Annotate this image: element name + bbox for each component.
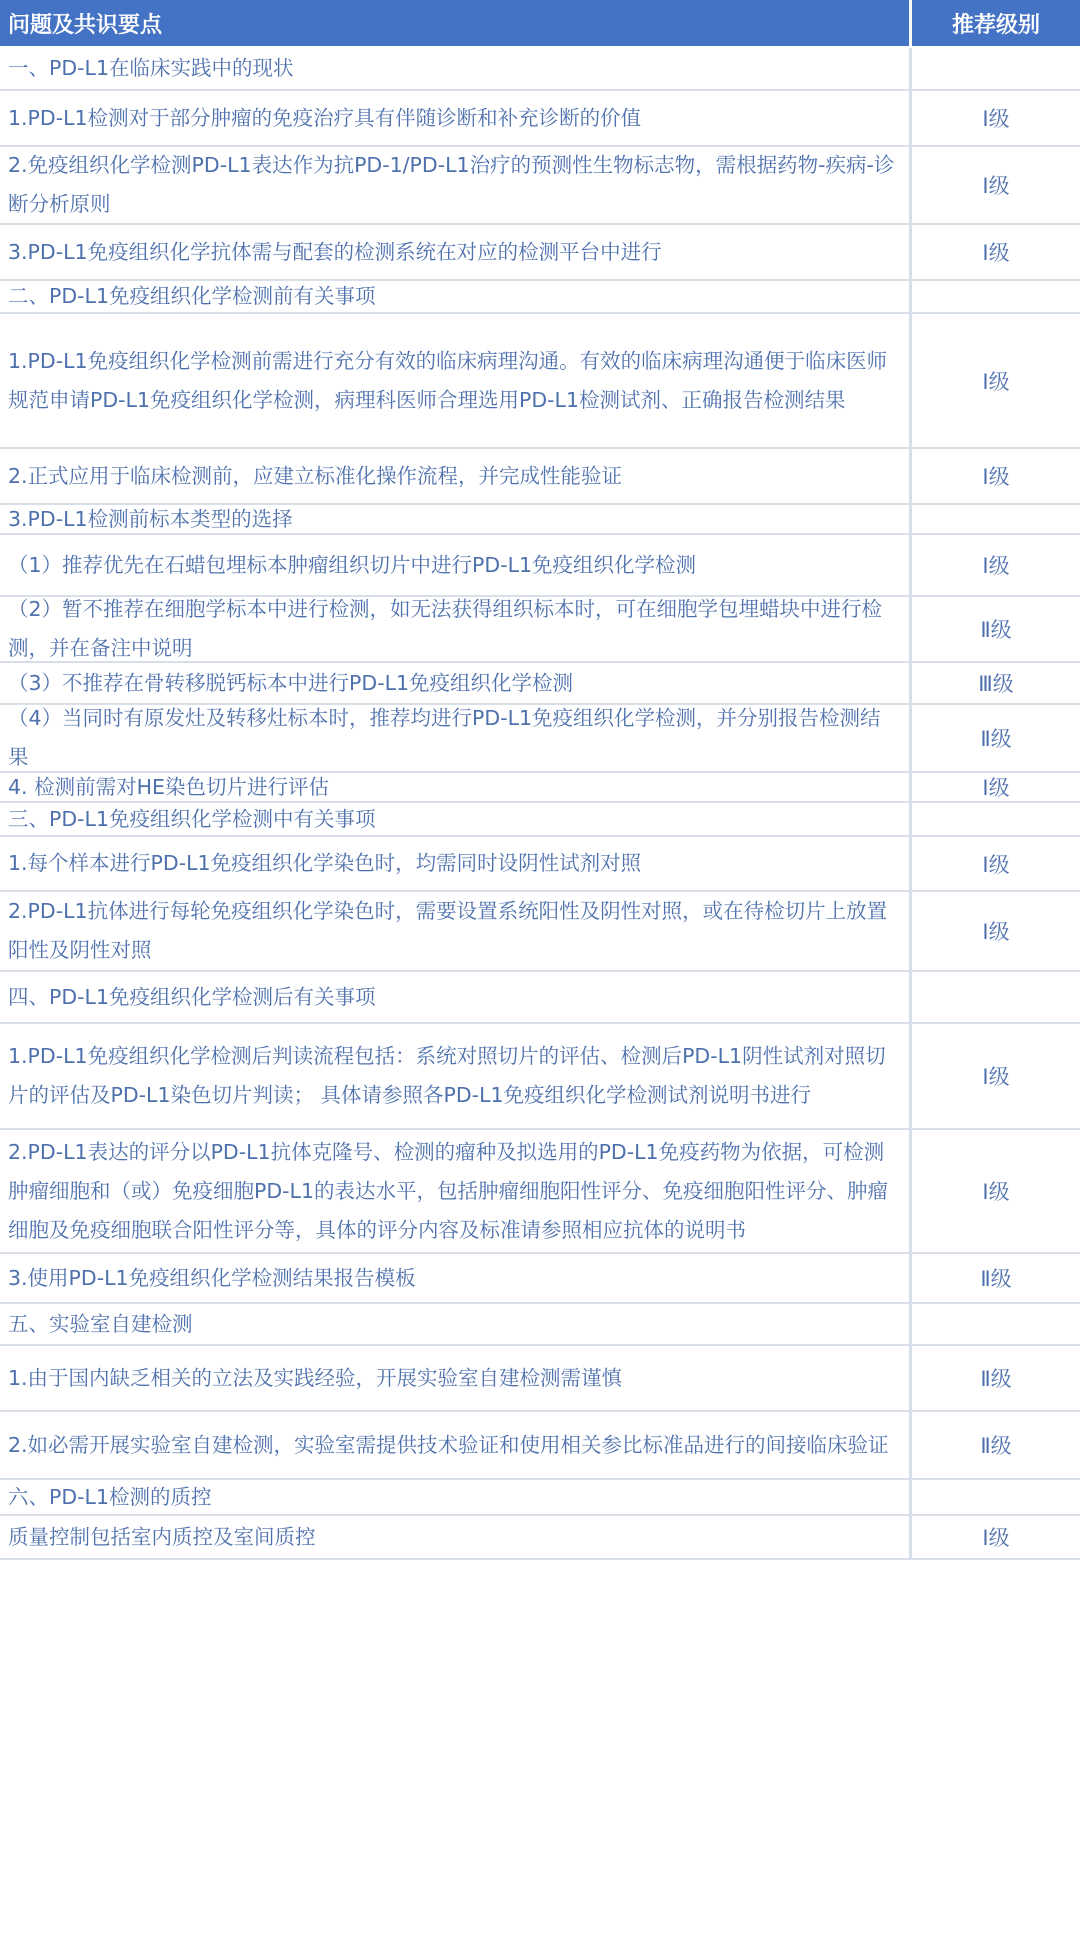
table-body [0, 48, 1080, 1560]
consensus-point: （3）不推荐在骨转移脱钙标本中进行PD-L1免疫组织化学检测 [0, 663, 912, 703]
consensus-point: 1.每个样本进行PD-L1免疫组织化学染色时，均需同时设阴性试剂对照 [0, 837, 912, 890]
section-title: 二、PD-L1免疫组织化学检测前有关事项 [0, 281, 912, 312]
recommendation-level: Ⅰ级 [982, 241, 1010, 265]
recommendation-level: Ⅰ级 [982, 554, 1010, 578]
consensus-point: 1.PD-L1免疫组织化学检测后判读流程包括：系统对照切片的评估、检测后PD-L1阴性试剂对照切片的评估及PD-L1染色切片判读； 具体请参照各PD-L1免疫组织化学检测试剂说明书进行 [0, 1024, 912, 1128]
recommendation-level: Ⅱ级 [980, 727, 1012, 751]
consensus-point: 2.PD-L1表达的评分以PD-L1抗体克隆号、检测的瘤种及拟选用的PD-L1免疫药物为依据，可检测肿瘤细胞和（或）免疫细胞PD-L1的表达水平，包括肿瘤细胞阳性评分、免疫细胞阳性评分、肿瘤细胞及免疫细胞联合阳性评分等，具体的评分内容及标准请参照相应抗体的说明书 [0, 1130, 912, 1252]
consensus-point: （1）推荐优先在石蜡包埋标本肿瘤组织切片中进行PD-L1免疫组织化学检测 [0, 535, 912, 595]
recommendation-level [912, 505, 1080, 533]
consensus-point: 4. 检测前需对HE染色切片进行评估 [0, 773, 912, 801]
consensus-point: 1.PD-L1检测对于部分肿瘤的免疫治疗具有伴随诊断和补充诊断的价值 [0, 91, 912, 145]
section-row [0, 972, 1080, 1024]
recommendation-level: Ⅱ级 [980, 1434, 1012, 1458]
recommendation-level: Ⅱ级 [980, 1367, 1012, 1391]
recommendation-level [912, 1480, 1080, 1514]
section-title: 四、PD-L1免疫组织化学检测后有关事项 [0, 972, 912, 1022]
consensus-point: 质量控制包括室内质控及室间质控 [0, 1516, 912, 1558]
section-title: 五、实验室自建检测 [0, 1304, 912, 1344]
header-question: 问题及共识要点 [0, 0, 912, 46]
table-row [0, 1412, 1080, 1480]
section-title: 六、PD-L1检测的质控 [0, 1480, 912, 1514]
section-row [0, 1304, 1080, 1346]
recommendation-level: Ⅰ级 [982, 1180, 1010, 1204]
recommendation-level: Ⅰ级 [982, 1065, 1010, 1089]
recommendation-level: Ⅰ级 [982, 852, 1010, 877]
table-row [0, 1516, 1080, 1560]
table-row [0, 1024, 1080, 1130]
recommendation-level: Ⅰ级 [982, 369, 1010, 394]
table-row [0, 147, 1080, 225]
recommendation-level: Ⅰ级 [982, 1526, 1010, 1550]
table-header [0, 0, 1080, 48]
section-row [0, 803, 1080, 837]
recommendation-level [912, 281, 1080, 312]
section-row [0, 281, 1080, 314]
section-title: 一、PD-L1在临床实践中的现状 [0, 48, 912, 89]
consensus-point: 1.PD-L1免疫组织化学检测前需进行充分有效的临床病理沟通。有效的临床病理沟通便于临床医师规范申请PD-L1免疫组织化学检测，病理科医师合理选用PD-L1检测试剂、正确报告检测结果 [0, 314, 912, 447]
recommendation-level: Ⅱ级 [980, 618, 1012, 642]
consensus-point: （2）暂不推荐在细胞学标本中进行检测，如无法获得组织标本时，可在细胞学包埋蜡块中进行检测，并在备注中说明 [0, 597, 912, 661]
recommendation-level: Ⅰ级 [982, 920, 1010, 944]
section-title: 三、PD-L1免疫组织化学检测中有关事项 [0, 803, 912, 835]
consensus-point: 2.免疫组织化学检测PD-L1表达作为抗PD-1/PD-L1治疗的预测性生物标志物，需根据药物-疾病-诊断分析原则 [0, 147, 912, 223]
recommendation-level [912, 48, 1080, 89]
recommendation-level [912, 1304, 1080, 1344]
table-row [0, 597, 1080, 663]
recommendation-level: Ⅰ级 [982, 107, 1010, 131]
table-row [0, 837, 1080, 892]
table-row [0, 892, 1080, 972]
consensus-point: 2.如必需开展实验室自建检测，实验室需提供技术验证和使用相关参比标准品进行的间接临床验证 [0, 1412, 912, 1478]
section-row [0, 505, 1080, 535]
recommendation-level: Ⅰ级 [982, 174, 1010, 198]
consensus-point: 2.PD-L1抗体进行每轮免疫组织化学染色时，需要设置系统阳性及阴性对照，或在待检切片上放置阳性及阴性对照 [0, 892, 912, 970]
table-row [0, 225, 1080, 281]
consensus-point: 3.PD-L1免疫组织化学抗体需与配套的检测系统在对应的检测平台中进行 [0, 225, 912, 279]
header-level: 推荐级别 [951, 12, 1040, 38]
consensus-point: 1.由于国内缺乏相关的立法及实践经验，开展实验室自建检测需谨慎 [0, 1346, 912, 1410]
recommendation-level: Ⅰ级 [982, 776, 1010, 800]
recommendation-level: Ⅰ级 [982, 465, 1010, 489]
table-row [0, 314, 1080, 449]
recommendation-level [912, 803, 1080, 835]
section-row [0, 48, 1080, 91]
section-title: 3.PD-L1检测前标本类型的选择 [0, 505, 912, 533]
table-row [0, 1254, 1080, 1304]
table-row [0, 1130, 1080, 1254]
table-row [0, 1346, 1080, 1412]
table-row [0, 535, 1080, 597]
recommendation-level: Ⅲ级 [978, 672, 1014, 696]
consensus-point: 2.正式应用于临床检测前，应建立标准化操作流程，并完成性能验证 [0, 449, 912, 503]
table-row [0, 449, 1080, 505]
consensus-point: （4）当同时有原发灶及转移灶标本时，推荐均进行PD-L1免疫组织化学检测，并分别报告检测结果 [0, 705, 912, 771]
table-row [0, 773, 1080, 803]
table-row [0, 705, 1080, 773]
recommendation-level: Ⅱ级 [980, 1267, 1012, 1291]
section-row [0, 1480, 1080, 1516]
recommendation-level [912, 972, 1080, 1022]
consensus-point: 3.使用PD-L1免疫组织化学检测结果报告模板 [0, 1254, 912, 1302]
table-row [0, 91, 1080, 147]
